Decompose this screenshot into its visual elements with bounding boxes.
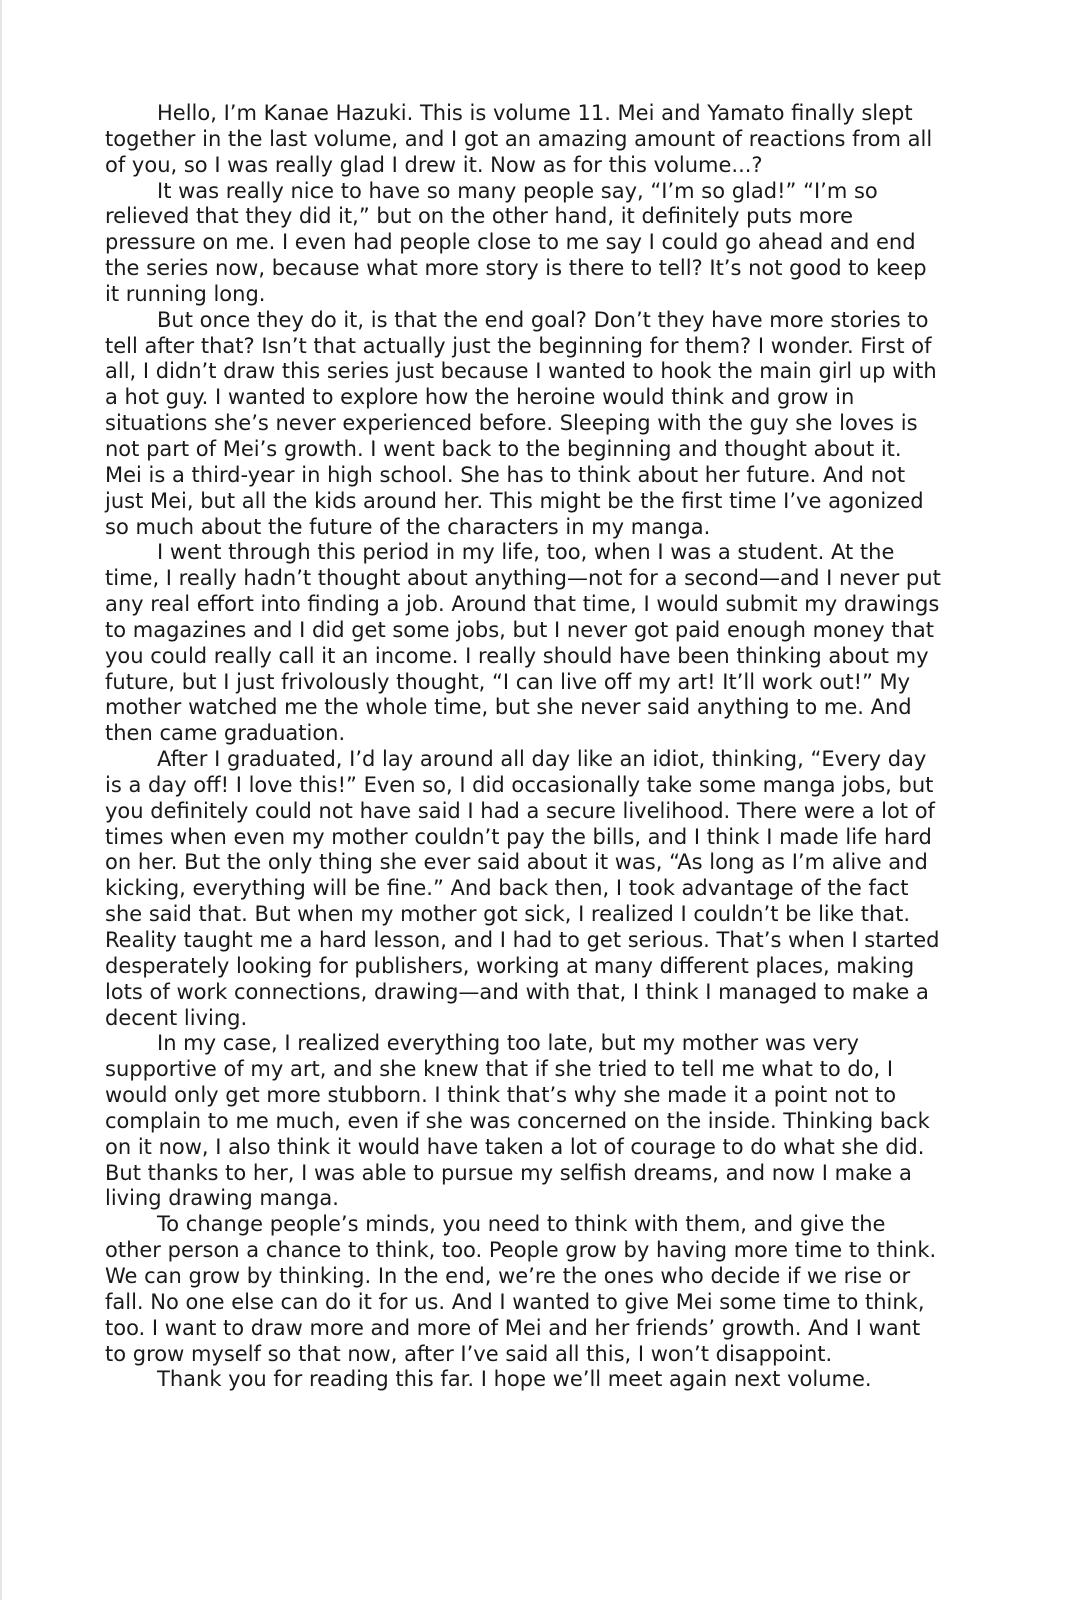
page-edge [0, 0, 2, 1600]
paragraph-end-goal: But once they do it, is that the end goal? Don’t they have more stories to tell after that? Isn’t that actually just the beginning for them? I wonder. First of all, I didn’t draw this series just because I wanted to hook the main girl up with a hot guy. I wanted to explore how the heroine would think and grow in situations she’s never experienced before. Sleeping with the guy she loves is not part of Mei’s growth. I went back to the beginning and thought about it. Mei is a third-year in high school. She has to think about her future. And not just Mei, but all the kids around her. This might be the first time I’ve agonized so much about the future of the characters in my manga. [105, 307, 937, 539]
paragraph-closing: Thank you for reading this far. I hope we’ll meet again next volume. [157, 1367, 872, 1392]
afterword-text [105, 101, 945, 1393]
paragraph-student-years: I went through this period in my life, too, when I was a student. At the time, I really hadn’t thought about anything—not for a second—and I never put any real effort into finding a job. Around that time, I would submit my drawings to magazines and I did get some jobs, but I never got paid enough money that you could really call it an income. I really should have been thinking about my future, but I just frivolously thought, “I can live off my art! It’ll work out!” My mother watched me the whole time, but she never said anything to me. And then came graduation. [105, 540, 941, 746]
paragraph-after-graduation: After I graduated, I’d lay around all day like an idiot, thinking, “Every day is a day off! I love this!” Even so, I did occasionally take some manga jobs, but you definitely could not have said I had a secure livelihood. There were a lot of times when even my mother couldn’t pay the bills, and I think I made life hard on her. But the only thing she ever said about it was, “As long as I’m alive and kicking, everything will be fine.” And back then, I took advantage of the fact she said that. But when my mother got sick, I realized I couldn’t be like that. Reality taught me a hard lesson, and I had to get serious. That’s when I started desperately looking for publishers, working at many different places, making lots of work connections, drawing—and with that, I think I managed to make a decent living. [105, 747, 940, 1030]
paragraph-reactions: It was really nice to have so many people say, “I’m so glad!” “I’m so relieved that they did it,” but on the other hand, it definitely puts more pressure on me. I even had people close to me say I could go ahead and end the series now, because what more story is there to tell? It’s not good to keep it running long. [105, 178, 927, 306]
paragraph-intro: Hello, I’m Kanae Hazuki. This is volume 11. Mei and Yamato finally slept together in the last volume, and I got an amazing amount of reactions from all of you, so I was really glad I drew it. Now as for this volume...? [105, 101, 933, 177]
paragraph-mother-support: In my case, I realized everything too late, but my mother was very supportive of my art, and she knew that if she tried to tell me what to do, I would only get more stubborn. I think that’s why she made it a point not to complain to me much, even if she was concerned on the inside. Thinking back on it now, I also think it would have taken a lot of courage to do what she did. But thanks to her, I was able to pursue my selfish dreams, and now I make a living drawing manga. [105, 1031, 930, 1211]
paragraph-growth: To change people’s minds, you need to think with them, and give the other person a chance to think, too. People grow by having more time to think. We can grow by thinking. In the end, we’re the ones who decide if we rise or fall. No one else can do it for us. And I wanted to give Mei some time to think, too. I want to draw more and more of Mei and her friends’ growth. And I want to grow myself so that now, after I’ve said all this, I won’t disappoint. [105, 1212, 937, 1366]
